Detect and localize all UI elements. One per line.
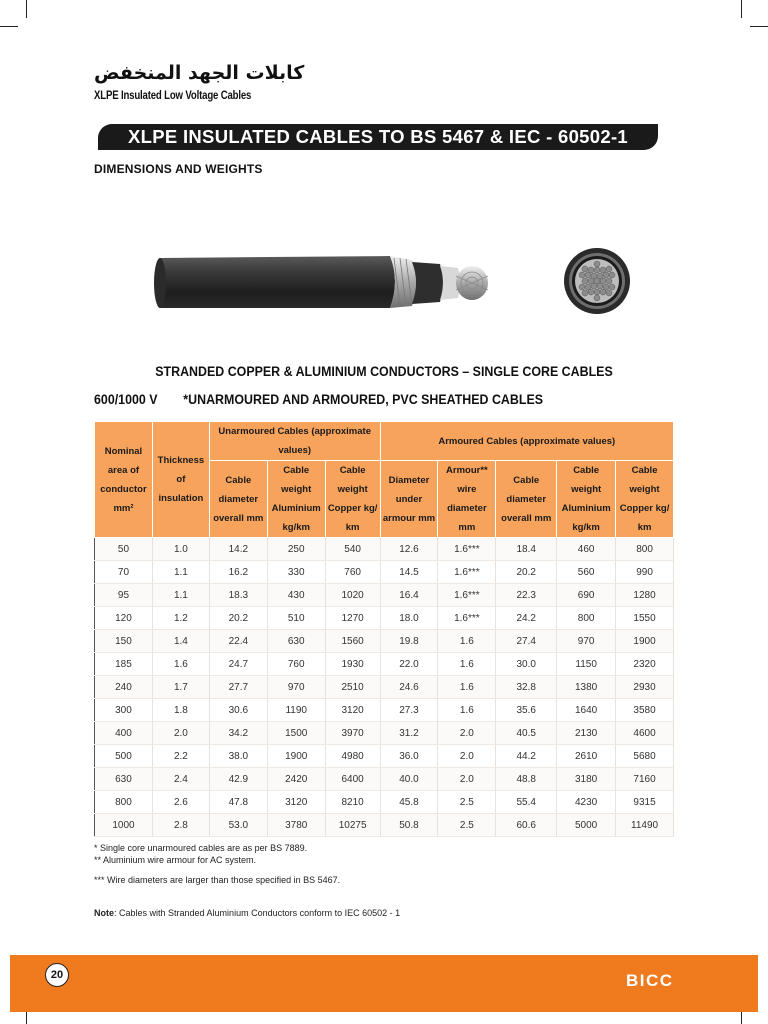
table-cell: 40.0 (380, 768, 438, 791)
table-cell: 40.5 (496, 722, 557, 745)
table-cell: 1.6 (438, 676, 496, 699)
table-cell: 2320 (616, 653, 674, 676)
table-cell: 4980 (325, 745, 380, 768)
table-cell: 630 (95, 768, 153, 791)
table-cell: 44.2 (496, 745, 557, 768)
table-cell: 34.2 (209, 722, 267, 745)
table-cell: 24.2 (496, 607, 557, 630)
table-cell: 1560 (325, 630, 380, 653)
table-cell: 1930 (325, 653, 380, 676)
table-cell: 1280 (616, 584, 674, 607)
table-cell: 2.0 (438, 768, 496, 791)
table-row (95, 768, 674, 791)
table-cell: 1.0 (152, 538, 209, 561)
table-cell: 1550 (616, 607, 674, 630)
table-cell: 36.0 (380, 745, 438, 768)
header-unarmoured-weight-aluminium: Cable weight Aluminium kg/km (267, 461, 325, 538)
sheath-type: *UNARMOURED AND ARMOURED, PVC SHEATHED CABLES (183, 392, 544, 407)
table-cell: 1150 (557, 653, 616, 676)
table-cell: 760 (267, 653, 325, 676)
table-cell: 1380 (557, 676, 616, 699)
table-cell: 3970 (325, 722, 380, 745)
table-cell: 1190 (267, 699, 325, 722)
brand-logo-text: BICC (626, 971, 674, 990)
table-cell: 560 (557, 561, 616, 584)
table-cell: 6400 (325, 768, 380, 791)
table-cell: 1000 (95, 814, 153, 837)
table-cell: 3580 (616, 699, 674, 722)
table-cell: 1.6*** (438, 584, 496, 607)
table-row (95, 814, 674, 837)
table-cell: 18.3 (209, 584, 267, 607)
crop-mark (26, 0, 27, 18)
table-cell: 1.4 (152, 630, 209, 653)
table-cell: 990 (616, 561, 674, 584)
table-cell: 2.5 (438, 791, 496, 814)
table-cell: 2.5 (438, 814, 496, 837)
table-cell: 48.8 (496, 768, 557, 791)
table-cell: 2.4 (152, 768, 209, 791)
table-cell: 53.0 (209, 814, 267, 837)
cable-illustration (150, 246, 510, 316)
header-nominal-area: Nominal area of conductor mm² (95, 422, 153, 538)
table-cell: 690 (557, 584, 616, 607)
header-diameter-under-armour: Diameter under armour mm (380, 461, 438, 538)
table-cell: 3180 (557, 768, 616, 791)
table-cell: 27.7 (209, 676, 267, 699)
header-armoured-group: Armoured Cables (approximate values) (380, 422, 673, 461)
table-cell: 1500 (267, 722, 325, 745)
table-cell: 18.4 (496, 538, 557, 561)
table-cell: 24.7 (209, 653, 267, 676)
table-cell: 2.0 (438, 745, 496, 768)
table-cell: 1.6 (152, 653, 209, 676)
table-cell: 400 (95, 722, 153, 745)
table-cell: 5000 (557, 814, 616, 837)
table-cell: 22.4 (209, 630, 267, 653)
page-number: 20 (45, 963, 69, 987)
table-cell: 2130 (557, 722, 616, 745)
table-cell: 31.2 (380, 722, 438, 745)
table-cell: 240 (95, 676, 153, 699)
table-cell: 30.6 (209, 699, 267, 722)
table-cell: 45.8 (380, 791, 438, 814)
table-cell: 1.6*** (438, 607, 496, 630)
table-cell: 2.8 (152, 814, 209, 837)
table-cell: 1640 (557, 699, 616, 722)
table-cell: 18.0 (380, 607, 438, 630)
table-cell: 2420 (267, 768, 325, 791)
table-cell: 120 (95, 607, 153, 630)
banner-text: XLPE INSULATED CABLES TO BS 5467 & IEC - 60502-1 (128, 126, 628, 147)
table-cell: 185 (95, 653, 153, 676)
cable-cross-section (562, 246, 632, 316)
table-cell: 2610 (557, 745, 616, 768)
header-armoured-diameter: Cable diameter overall mm (496, 461, 557, 538)
table-cell: 3120 (325, 699, 380, 722)
table-cell: 150 (95, 630, 153, 653)
table-row (95, 538, 674, 561)
table-row (95, 722, 674, 745)
table-cell: 800 (95, 791, 153, 814)
table-cell: 2.2 (152, 745, 209, 768)
cable-voltage-line (94, 392, 543, 407)
table-cell: 20.2 (209, 607, 267, 630)
header-armour-wire-diameter: Armour** wire diameter mm (438, 461, 496, 538)
footnotes (94, 842, 340, 886)
table-cell: 3780 (267, 814, 325, 837)
note-label: Note (94, 908, 114, 918)
table-cell: 1020 (325, 584, 380, 607)
table-cell: 2.6 (152, 791, 209, 814)
table-cell: 16.4 (380, 584, 438, 607)
table-cell: 1900 (267, 745, 325, 768)
table-cell: 22.3 (496, 584, 557, 607)
crop-mark (750, 26, 768, 27)
table-cell: 47.8 (209, 791, 267, 814)
table-cell: 430 (267, 584, 325, 607)
table-cell: 1.1 (152, 584, 209, 607)
table-cell: 12.6 (380, 538, 438, 561)
cable-type-title: STRANDED COPPER & ALUMINIUM CONDUCTORS – SINGLE CORE CABLES (155, 364, 613, 379)
standards-note (94, 908, 400, 918)
table-cell: 7160 (616, 768, 674, 791)
crop-mark (0, 26, 18, 27)
table-cell: 35.6 (496, 699, 557, 722)
table-cell: 9315 (616, 791, 674, 814)
table-cell: 460 (557, 538, 616, 561)
table-cell: 760 (325, 561, 380, 584)
table-cell: 4600 (616, 722, 674, 745)
table-cell: 510 (267, 607, 325, 630)
table-cell: 800 (616, 538, 674, 561)
table-cell: 70 (95, 561, 153, 584)
table-cell: 2930 (616, 676, 674, 699)
table-row (95, 630, 674, 653)
table-cell: 1270 (325, 607, 380, 630)
page-subtitle: XLPE Insulated Low Voltage Cables (94, 88, 252, 102)
footnote-2: ** Aluminium wire armour for AC system. (94, 855, 257, 865)
table-row (95, 607, 674, 630)
table-cell: 4230 (557, 791, 616, 814)
table-cell: 27.4 (496, 630, 557, 653)
table-cell: 32.8 (496, 676, 557, 699)
note-text: : Cables with Stranded Aluminium Conductors conform to IEC 60502 - 1 (114, 908, 401, 918)
footnote-3: *** Wire diameters are larger than those specified in BS 5467. (94, 875, 341, 885)
table-row (95, 561, 674, 584)
header-unarmoured-weight-copper: Cable weight Copper kg/ km (325, 461, 380, 538)
table-cell: 540 (325, 538, 380, 561)
table-cell: 27.3 (380, 699, 438, 722)
table-row (95, 653, 674, 676)
table-cell: 300 (95, 699, 153, 722)
table-cell: 1.6*** (438, 538, 496, 561)
table-cell: 1.2 (152, 607, 209, 630)
table-cell: 42.9 (209, 768, 267, 791)
table-cell: 10275 (325, 814, 380, 837)
table-row (95, 791, 674, 814)
header-unarmoured-diameter: Cable diameter overall mm (209, 461, 267, 538)
table-cell: 55.4 (496, 791, 557, 814)
table-cell: 1.8 (152, 699, 209, 722)
table-row (95, 745, 674, 768)
table-cell: 250 (267, 538, 325, 561)
table-cell: 1.6 (438, 699, 496, 722)
table-cell: 38.0 (209, 745, 267, 768)
header-armoured-weight-aluminium: Cable weight Aluminium kg/km (557, 461, 616, 538)
table-cell: 30.0 (496, 653, 557, 676)
table-cell: 8210 (325, 791, 380, 814)
voltage-rating: 600/1000 V (94, 392, 158, 407)
table-cell: 2.0 (152, 722, 209, 745)
table-cell: 1.1 (152, 561, 209, 584)
footnote-1: * Single core unarmoured cables are as per BS 7889. (94, 843, 308, 853)
dimensions-table (94, 421, 674, 837)
table-cell: 330 (267, 561, 325, 584)
table-cell: 24.6 (380, 676, 438, 699)
table-cell: 14.5 (380, 561, 438, 584)
table-cell: 60.6 (496, 814, 557, 837)
table-cell: 50 (95, 538, 153, 561)
table-cell: 5680 (616, 745, 674, 768)
table-cell: 95 (95, 584, 153, 607)
table-cell: 16.2 (209, 561, 267, 584)
table-row (95, 699, 674, 722)
header-insulation-thickness: Thickness of insulation (152, 422, 209, 538)
table-cell: 19.8 (380, 630, 438, 653)
table-cell: 1.6*** (438, 561, 496, 584)
table-cell: 20.2 (496, 561, 557, 584)
table-cell: 970 (267, 676, 325, 699)
table-cell: 630 (267, 630, 325, 653)
table-cell: 1.6 (438, 630, 496, 653)
table-cell: 970 (557, 630, 616, 653)
table-cell: 14.2 (209, 538, 267, 561)
table-row (95, 584, 674, 607)
table-cell: 500 (95, 745, 153, 768)
table-cell: 1900 (616, 630, 674, 653)
table-cell: 11490 (616, 814, 674, 837)
table-cell: 50.8 (380, 814, 438, 837)
table-cell: 22.0 (380, 653, 438, 676)
header-unarmoured-group: Unarmoured Cables (approximate values) (209, 422, 380, 461)
crop-mark (741, 0, 742, 18)
table-row (95, 676, 674, 699)
table-cell: 800 (557, 607, 616, 630)
table-cell: 1.6 (438, 653, 496, 676)
header-armoured-weight-copper: Cable weight Copper kg/ km (616, 461, 674, 538)
arabic-title: كابلات الجهد المنخفض (94, 62, 305, 84)
table-body (95, 538, 674, 837)
table-cell: 3120 (267, 791, 325, 814)
section-heading: DIMENSIONS AND WEIGHTS (94, 162, 263, 176)
table-cell: 2.0 (438, 722, 496, 745)
table-cell: 2510 (325, 676, 380, 699)
title-banner (98, 124, 658, 150)
table-cell: 1.7 (152, 676, 209, 699)
